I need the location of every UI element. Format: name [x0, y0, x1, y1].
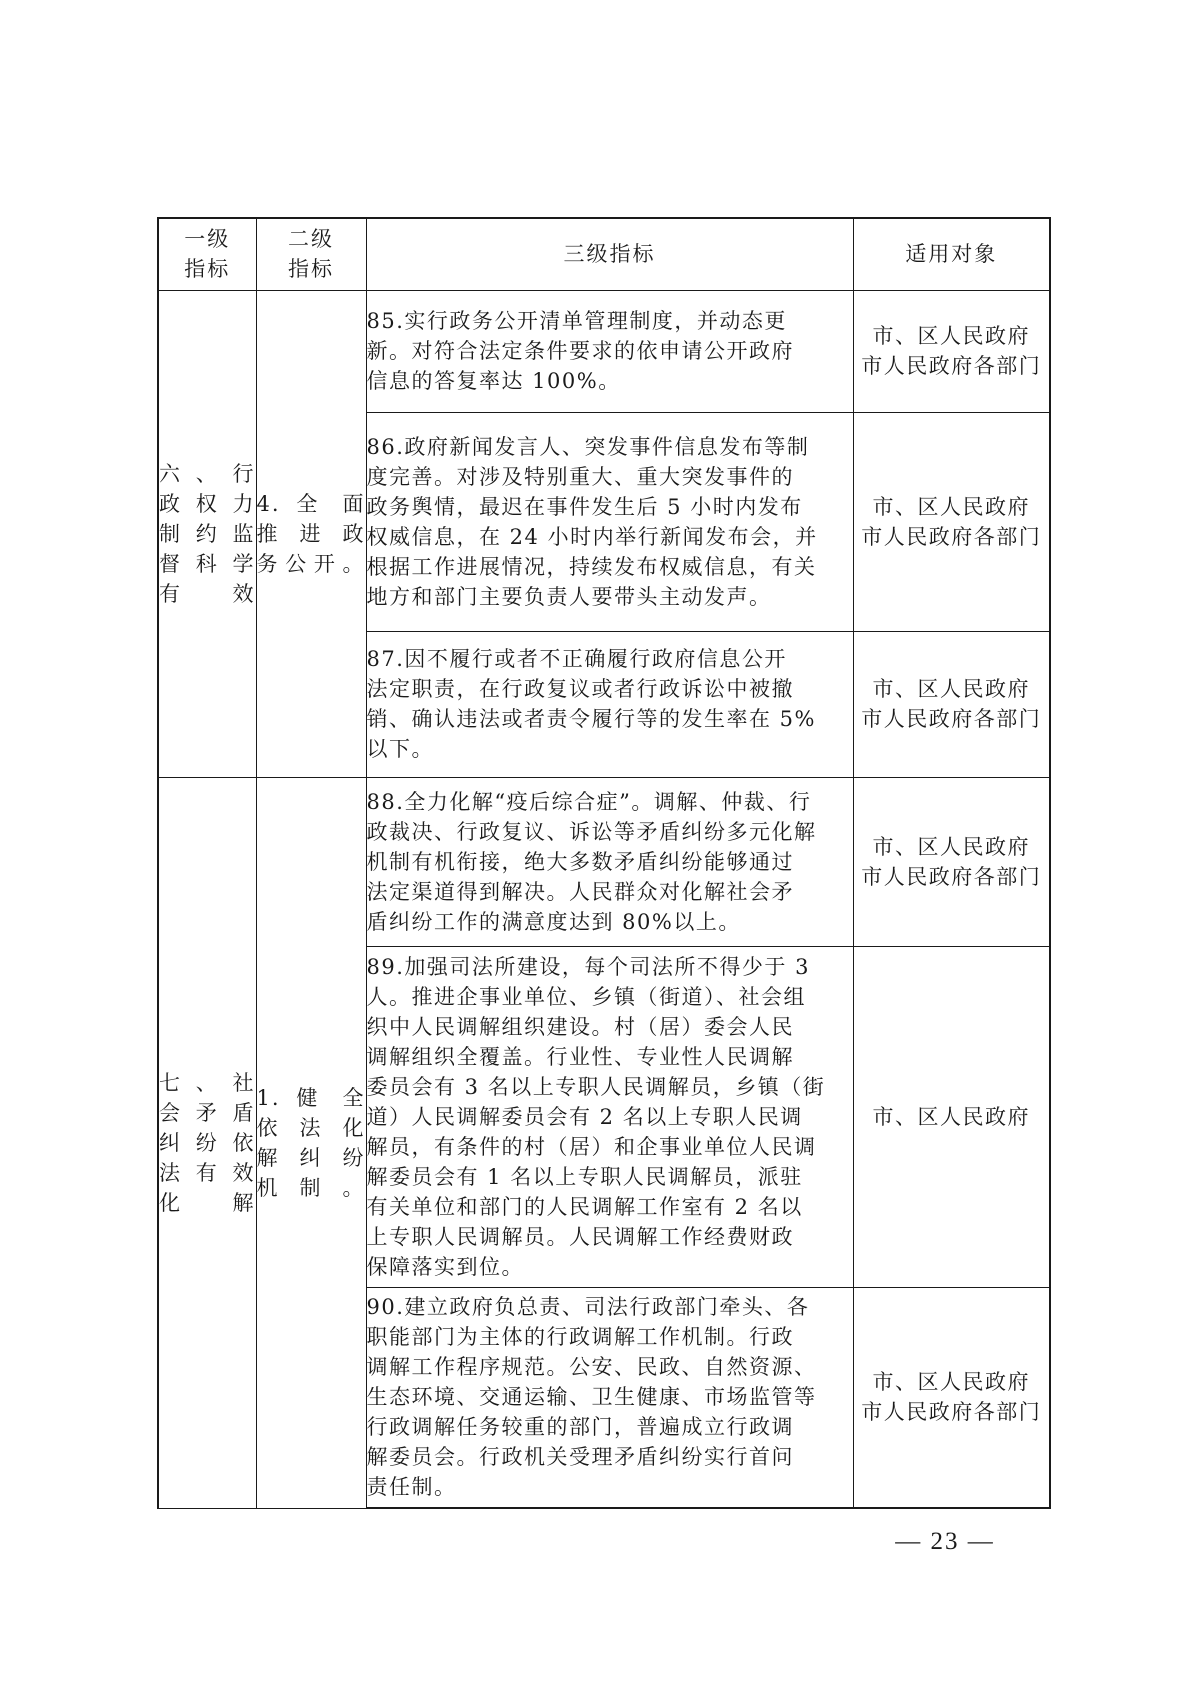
indicator-text-line: 地方和部门主要负责人要带头主动发声。 [366, 584, 772, 609]
level2-indicator-line: 依 法 化 [256, 1115, 366, 1140]
level3-indicator-cell [366, 631, 853, 777]
indicator-text-line: 以下。 [366, 737, 434, 761]
indicator-text-line: 法定渠道得到解决。人民群众对化解社会矛 [366, 879, 794, 904]
level2-indicator-line: 机制。 [256, 1175, 366, 1200]
indicator-text-line: 销、确认违法或者责令履行等的发生率在 5% [366, 707, 816, 731]
target-line: 市人民政府各部门 [861, 707, 1042, 731]
level1-indicator-cell [158, 777, 256, 1508]
indicator-text-line: 权威信息，在 24 小时内举行新闻发布会，并 [366, 524, 818, 549]
level1-indicator-line: 制约监 [159, 521, 256, 546]
level3-indicator-cell [366, 946, 853, 1287]
target-line: 市、区人民政府 [872, 324, 1030, 348]
indicator-text-line: 90.建立政府负总责、司法行政部门牵头、各 [366, 1295, 810, 1320]
header-level2 [256, 218, 366, 290]
level2-indicator-line: 1. 健 全 [256, 1085, 366, 1110]
target-line: 市人民政府各部门 [861, 524, 1042, 549]
indicator-text-line: 生态环境、交通运输、卫生健康、市场监管等 [366, 1385, 817, 1410]
target-line: 市、区人民政府 [872, 494, 1030, 519]
level1-indicator-line: 法有效 [159, 1160, 256, 1185]
level1-indicator-cell [158, 290, 256, 777]
target-line: 市、区人民政府 [872, 834, 1030, 859]
level1-indicator-line: 有效 [159, 581, 256, 606]
indicator-text-line: 85.实行政务公开清单管理制度，并动态更 [366, 309, 787, 333]
target-cell [853, 290, 1050, 412]
level1-indicator-line: 督科学 [159, 551, 256, 576]
page-number: — 23 — [895, 1528, 995, 1555]
level2-indicator-cell [256, 777, 366, 1508]
indicator-text-line: 调解工作程序规范。公安、民政、自然资源、 [366, 1355, 817, 1380]
indicator-text-line: 委员会有 3 名以上专职人民调解员，乡镇（街 [366, 1074, 826, 1099]
header-level1-line: 一级 [184, 227, 231, 252]
indicator-text-line: 政裁决、行政复议、诉讼等矛盾纠纷多元化解 [366, 819, 817, 844]
target-cell [853, 777, 1050, 946]
table-row [158, 777, 1050, 946]
level1-indicator-line: 纠纷依 [159, 1130, 256, 1155]
header-level1 [158, 218, 256, 290]
level1-indicator-line: 七、社 [159, 1070, 256, 1095]
table-body [158, 218, 1050, 1508]
header-level3: 三级指标 [366, 218, 853, 290]
indicator-text-line: 86.政府新闻发言人、突发事件信息发布等制 [366, 434, 810, 459]
indicator-text-line: 解委员会有 1 名以上专职人民调解员，派驻 [366, 1164, 803, 1189]
indicator-text-line: 织中人民调解组织建设。村（居）委会人民 [366, 1014, 794, 1039]
indicator-text-line: 机制有机衔接，绝大多数矛盾纠纷能够通过 [366, 849, 794, 874]
target-line: 市、区人民政府 [872, 1370, 1030, 1395]
level3-indicator-cell [366, 290, 853, 412]
indicator-text-line: 上专职人民调解员。人民调解工作经费财政 [366, 1224, 794, 1249]
level2-indicator-line: 解 纠 纷 [256, 1145, 366, 1170]
target-line: 市、区人民政府 [872, 1104, 1030, 1129]
level2-indicator-line: 推进政 [256, 521, 366, 546]
header-target: 适用对象 [853, 218, 1050, 290]
level1-indicator-line: 会矛盾 [159, 1100, 256, 1125]
indicator-text-line: 88.全力化解“疫后综合症”。调解、仲裁、行 [366, 789, 812, 814]
indicator-table [157, 217, 1051, 1509]
target-line: 市人民政府各部门 [861, 864, 1042, 889]
indicator-text-line: 责任制。 [366, 1475, 457, 1500]
indicator-text-line: 信息的答复率达 100%。 [366, 369, 621, 393]
indicator-text-line: 87.因不履行或者不正确履行政府信息公开 [366, 647, 787, 671]
indicator-text-line: 人。推进企事业单位、乡镇（街道）、社会组 [366, 984, 806, 1009]
indicator-text-line: 保障落实到位。 [366, 1254, 524, 1279]
level1-indicator-line: 六、行 [159, 461, 256, 486]
target-line: 市、区人民政府 [872, 677, 1030, 701]
target-cell [853, 412, 1050, 631]
indicator-text-line: 新。对符合法定条件要求的依申请公开政府 [366, 339, 794, 363]
level2-indicator-cell [256, 290, 366, 777]
target-line: 市人民政府各部门 [861, 1400, 1042, 1425]
indicator-text-line: 解委员会。行政机关受理矛盾纠纷实行首问 [366, 1445, 794, 1470]
indicator-text-line: 根据工作进展情况，持续发布权威信息，有关 [366, 554, 817, 579]
header-level2-line: 指标 [288, 257, 334, 282]
header-row [158, 218, 1050, 290]
level2-indicator-line: 4. 全 面 [256, 491, 366, 516]
level3-indicator-cell [366, 1287, 853, 1508]
indicator-text-line: 职能部门为主体的行政调解工作机制。行政 [366, 1325, 794, 1350]
indicator-text-line: 法定职责，在行政复议或者行政诉讼中被撤 [366, 677, 794, 701]
level1-indicator-line: 政权力 [159, 491, 256, 516]
target-cell [853, 1287, 1050, 1508]
indicator-text-line: 盾纠纷工作的满意度达到 80%以上。 [366, 909, 741, 934]
table-row [158, 290, 1050, 412]
indicator-text-line: 道）人民调解委员会有 2 名以上专职人民调 [366, 1104, 803, 1129]
header-level1-line: 指标 [184, 257, 231, 282]
target-cell [853, 946, 1050, 1287]
header-level2-line: 二级 [288, 227, 334, 252]
target-cell [853, 631, 1050, 777]
level2-indicator-line: 务公开。 [256, 551, 366, 576]
indicator-text-line: 89.加强司法所建设，每个司法所不得少于 3 [366, 954, 810, 979]
indicator-text-line: 调解组织全覆盖。行业性、专业性人民调解 [366, 1044, 794, 1069]
indicator-text-line: 政务舆情，最迟在事件发生后 5 小时内发布 [366, 494, 803, 519]
indicator-text-line: 有关单位和部门的人民调解工作室有 2 名以 [366, 1194, 803, 1219]
level3-indicator-cell [366, 412, 853, 631]
indicator-text-line: 行政调解任务较重的部门，普遍成立行政调 [366, 1415, 794, 1440]
target-line: 市人民政府各部门 [861, 354, 1042, 378]
level1-indicator-line: 化解 [159, 1190, 256, 1215]
level3-indicator-cell [366, 777, 853, 946]
indicator-text-line: 解员，有条件的村（居）和企事业单位人民调 [366, 1134, 817, 1159]
indicator-text-line: 度完善。对涉及特别重大、重大突发事件的 [366, 464, 794, 489]
